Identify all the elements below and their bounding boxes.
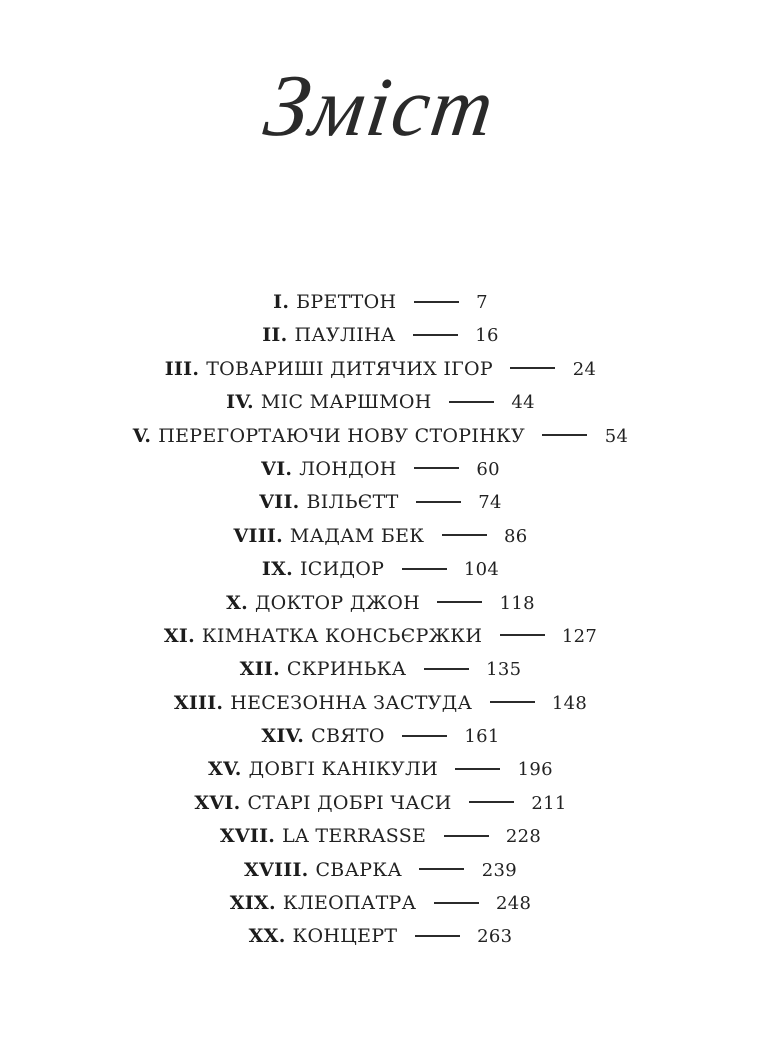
toc-chapter-title: БРЕТТОН [296,291,397,313]
toc-chapter-numeral: XIII. [173,691,231,714]
toc-dash-rule [469,801,514,803]
toc-entry[interactable] [0,620,761,653]
toc-dash-rule [416,501,461,503]
toc-dash-rule [413,334,458,336]
toc-chapter-title: МАДАМ БЕК [289,524,425,547]
toc-chapter-numeral: VI. [261,457,300,480]
toc-page-number: 239 [481,859,517,881]
toc-chapter-title: НЕСЕЗОННА ЗАСТУДА [230,691,473,714]
toc-dash-rule [510,367,555,369]
toc-chapter-title: КОНЦЕРТ [292,925,398,948]
toc-dash-rule [442,534,487,536]
toc-page-number: 135 [486,659,522,681]
toc-entry[interactable] [0,720,761,753]
toc-entry[interactable] [0,854,761,887]
table-of-contents [0,286,761,954]
toc-chapter-title: ДОВГІ КАНІКУЛИ [248,758,438,781]
toc-dash-rule [414,301,459,303]
toc-chapter-title: LA TERRASSE [282,825,427,848]
toc-chapter-title: ПАУЛІНА [294,324,396,347]
toc-chapter-numeral: IV. [226,391,261,414]
toc-chapter-title: ВІЛЬЄТТ [306,491,399,514]
toc-entry[interactable] [0,453,761,486]
toc-chapter-numeral: XIV. [261,725,312,748]
toc-page-number: 60 [476,458,500,480]
toc-dash-rule [455,768,500,770]
toc-chapter-title: ПЕРЕГОРТАЮЧИ НОВУ СТОРІНКУ [158,424,526,447]
toc-chapter-numeral: XVI. [194,791,248,814]
toc-dash-rule [424,668,469,670]
toc-chapter-numeral: IX. [261,558,300,581]
toc-dash-rule [414,467,459,469]
contents-title-calligraphy: Зміст [259,57,502,155]
toc-entry[interactable] [0,787,761,820]
toc-page-number: 54 [604,425,629,447]
toc-chapter-numeral: X. [226,591,255,614]
toc-dash-rule [402,568,447,570]
toc-entry[interactable] [0,587,761,620]
toc-entry[interactable] [0,920,761,953]
toc-dash-rule [434,902,479,904]
toc-page-number: 16 [475,325,499,347]
toc-page-number: 263 [477,926,513,948]
toc-dash-rule [500,634,545,636]
toc-dash-rule [402,735,447,737]
toc-page-number: 228 [505,826,542,848]
toc-chapter-numeral: XVII. [219,825,283,848]
toc-dash-rule [444,835,489,837]
toc-chapter-title: СКРИНЬКА [286,658,407,681]
toc-chapter-numeral: XVIII. [243,858,316,881]
toc-page-number: 148 [551,692,588,714]
toc-chapter-numeral: III. [164,357,207,380]
toc-chapter-title: СВЯТО [311,725,385,748]
toc-page-number: 118 [499,592,535,614]
toc-chapter-title: МІС МАРШМОН [260,391,432,414]
toc-chapter-title: ІСИДОР [299,558,385,581]
toc-entry[interactable] [0,420,761,453]
toc-dash-rule [542,434,587,436]
toc-page-number: 161 [464,726,500,748]
toc-chapter-title: ДОКТОР ДЖОН [254,591,420,614]
toc-entry[interactable] [0,286,761,319]
contents-title-wrap [0,58,761,155]
toc-chapter-numeral: XIX. [229,892,283,915]
toc-chapter-title: ЛОНДОН [299,457,397,480]
toc-page-number: 74 [478,492,502,514]
toc-chapter-numeral: XV. [208,758,249,781]
toc-entry[interactable] [0,687,761,720]
toc-dash-rule [419,868,464,870]
toc-chapter-title: ТОВАРИШІ ДИТЯЧИХ ІГОР [206,357,493,380]
toc-entry[interactable] [0,486,761,519]
toc-page-number: 86 [504,525,528,547]
toc-chapter-numeral: XI. [163,624,202,647]
toc-chapter-numeral: V. [132,424,159,447]
toc-chapter-numeral: I. [273,291,297,313]
toc-chapter-numeral: II. [262,324,295,347]
toc-page-number: 248 [496,893,532,915]
toc-chapter-numeral: XX. [248,925,293,948]
toc-entry[interactable] [0,887,761,920]
toc-page-number: 211 [531,792,567,814]
toc-entry[interactable] [0,386,761,419]
toc-entry[interactable] [0,653,761,686]
toc-entry[interactable] [0,319,761,352]
toc-page-number: 24 [572,358,597,380]
toc-dash-rule [490,701,535,703]
toc-dash-rule [415,935,460,937]
toc-chapter-title: КІМНАТКА КОНСЬЄРЖКИ [201,624,483,647]
toc-chapter-title: СВАРКА [315,858,403,881]
toc-entry[interactable] [0,753,761,786]
toc-page-number: 127 [561,625,598,647]
toc-dash-rule [437,601,482,603]
toc-chapter-numeral: XII. [239,658,287,681]
toc-entry[interactable] [0,520,761,553]
toc-page-number: 7 [476,292,488,313]
toc-page-number: 196 [517,759,553,781]
toc-chapter-title: КЛЕОПАТРА [282,892,417,915]
toc-chapter-title: СТАРІ ДОБРІ ЧАСИ [247,791,452,814]
toc-entry[interactable] [0,820,761,853]
toc-entry[interactable] [0,353,761,386]
toc-page-number: 104 [463,559,500,581]
toc-chapter-numeral: VIII. [233,524,290,547]
toc-chapter-numeral: VII. [259,491,307,514]
toc-dash-rule [449,401,494,403]
toc-entry[interactable] [0,553,761,586]
toc-page-number: 44 [511,392,535,414]
